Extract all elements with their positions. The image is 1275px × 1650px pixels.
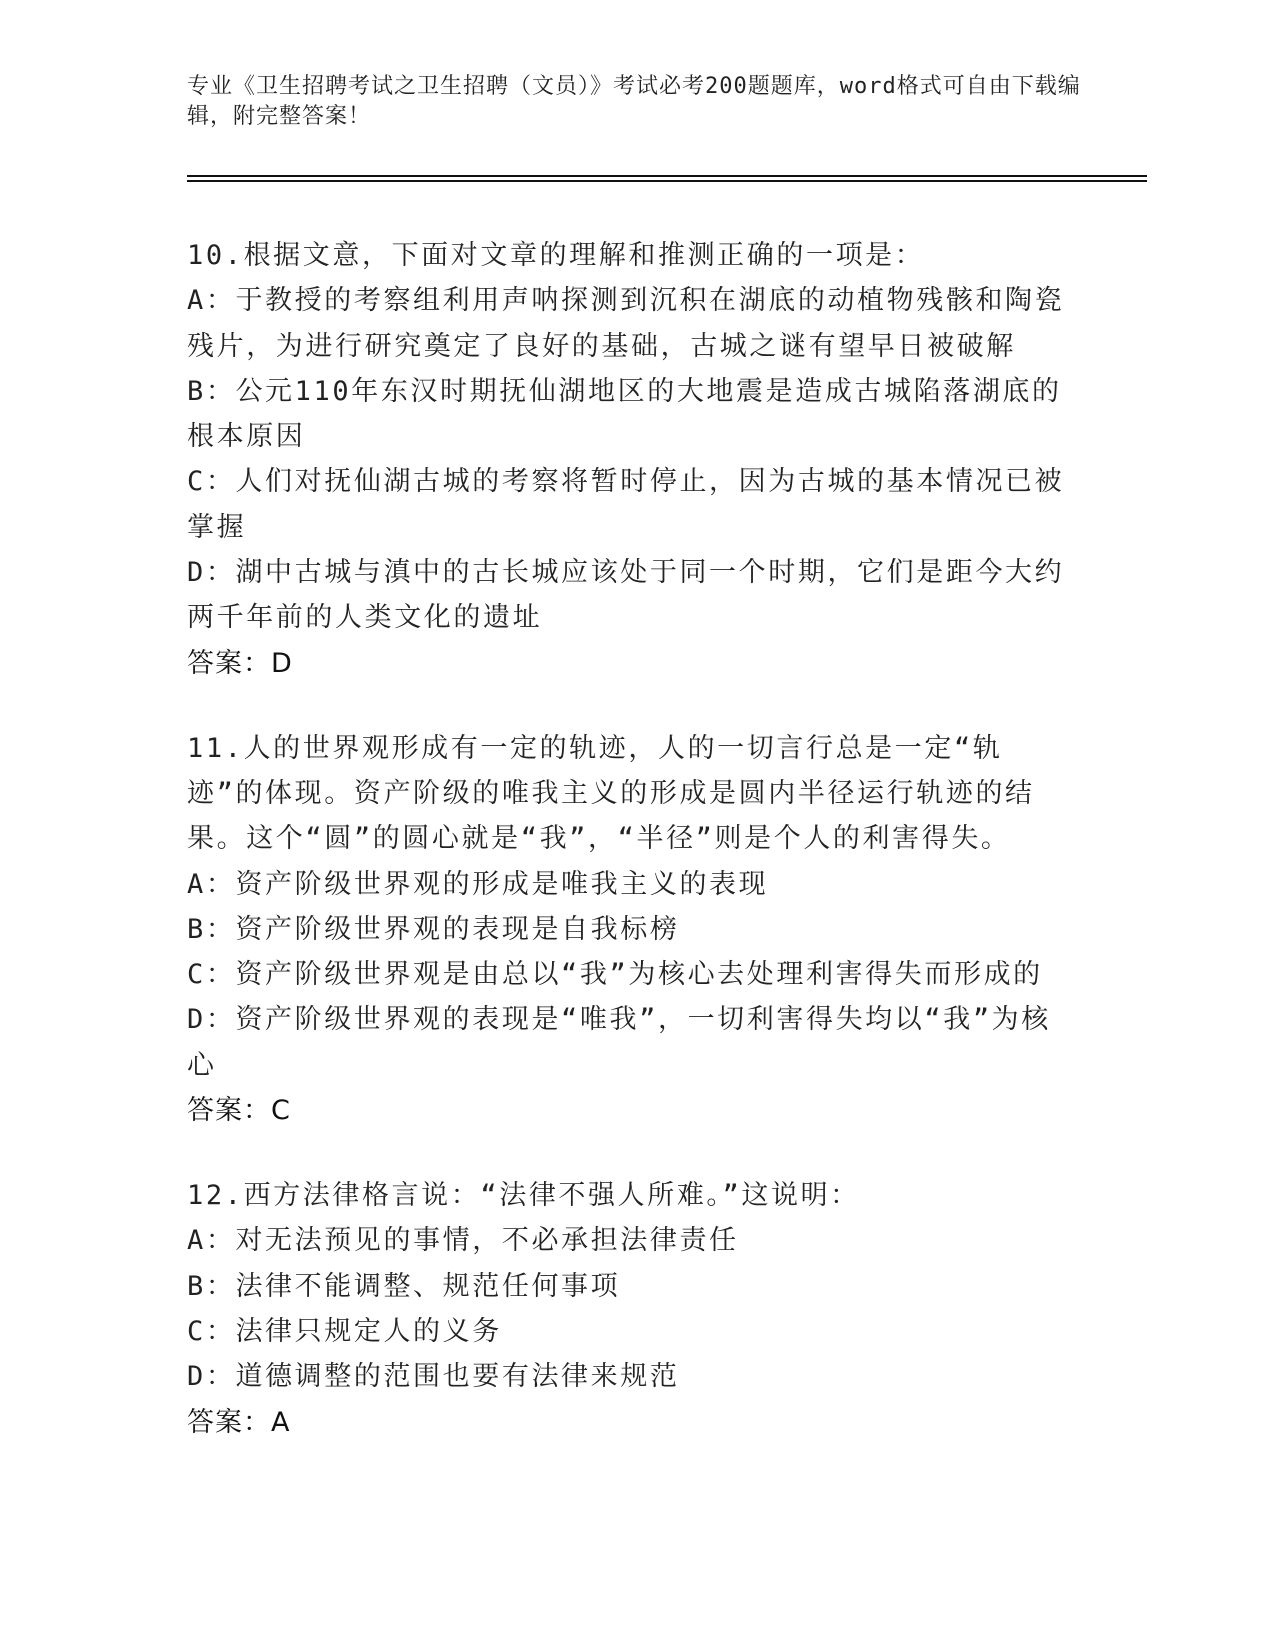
- question-stem: 11.人的世界观形成有一定的轨迹，人的一切言行总是一定“轨迹”的体现。资产阶级的唯我主义的形成是圆内半径运行轨迹的结果。这个“圆”的圆心就是“我”，“半径”则是个人的利害得失。: [187, 732, 1035, 855]
- answer: 答案：D: [187, 647, 293, 679]
- answer: 答案：A: [187, 1406, 291, 1438]
- option-b: B：资产阶级世界观的表现是自我标榜: [187, 913, 680, 945]
- option-d: D：道德调整的范围也要有法律来规范: [187, 1361, 680, 1393]
- option-b: B：公元110年东汉时期抚仙湖地区的大地震是造成古城陷落湖底的根本原因: [187, 375, 1062, 453]
- option-a: A：资产阶级世界观的形成是唯我主义的表现: [187, 868, 769, 900]
- option-c: C：人们对抚仙湖古城的考察将暂时停止，因为古城的基本情况已被掌握: [187, 466, 1065, 543]
- question-list: [187, 233, 1067, 1485]
- question-10: [187, 233, 1067, 686]
- option-a: A：于教授的考察组利用声呐探测到沉积在湖底的动植物残骸和陶瓷残片，为进行研究奠定了良好的基础，古城之谜有望早日被破解: [187, 285, 1065, 362]
- option-c: C：法律只规定人的义务: [187, 1315, 502, 1347]
- option-b: B：法律不能调整、规范任何事项: [187, 1270, 621, 1302]
- question-stem: 12.西方法律格言说：“法律不强人所难。”这说明：: [187, 1180, 860, 1212]
- answer: 答案：C: [187, 1095, 291, 1127]
- question-12: [187, 1173, 1067, 1444]
- option-d: D：湖中古城与滇中的古长城应该处于同一个时期，它们是距今大约两千年前的人类文化的遗址: [187, 557, 1065, 634]
- header-divider-top: [187, 175, 1147, 177]
- question-stem: 10.根据文意，下面对文章的理解和推测正确的一项是：: [187, 240, 925, 271]
- option-d: D：资产阶级世界观的表现是“唯我”，一切利害得失均以“我”为核心: [187, 1004, 1051, 1081]
- option-a: A：对无法预见的事情，不必承担法律责任: [187, 1225, 739, 1257]
- document-header: 专业《卫生招聘考试之卫生招聘（文员）》考试必考200题题库，word格式可自由下载编辑，附完整答案！: [187, 74, 1081, 129]
- question-11: [187, 726, 1067, 1133]
- header-divider-bottom: [187, 180, 1147, 182]
- option-c: C：资产阶级世界观是由总以“我”为核心去处理利害得失而形成的: [187, 959, 1043, 991]
